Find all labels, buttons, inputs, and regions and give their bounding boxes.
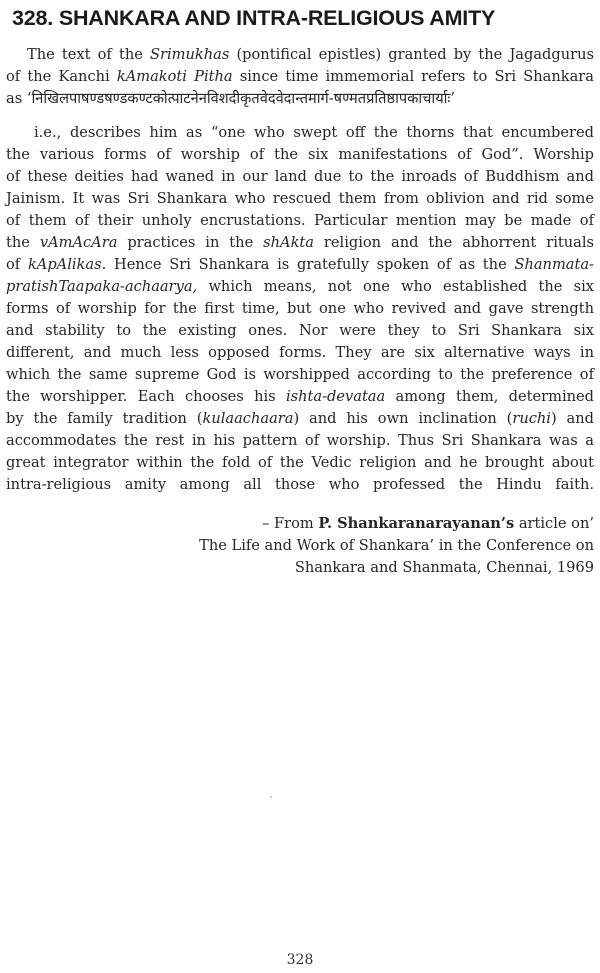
text-line: pratishTaapaka-achaarya, which means, not one who established the six [6,278,594,295]
text-line: the worshipper. Each chooses his ishta-devataa among them, determined [6,388,595,405]
attribution-line: – From P. Shankaranarayanan’s article on’ [262,515,594,532]
text-line: forms of worship for the first time, but one who revived and gave strength [6,300,594,317]
text-line: the vAmAcAra practices in the shAkta religion and the abhorrent rituals [6,234,594,251]
text-line: The text of the Srimukhas (pontifical epistles) granted by the Jagadgurus [27,46,594,63]
text-line: of them of their unholy encrustations. Particular mention may be made of [6,212,594,229]
text-line: i.e., describes him as “one who swept off the thorns that encumbered [34,124,594,141]
text-line: great integrator within the fold of the Vedic religion and he brought about [6,454,594,471]
sanskrit-quote: as ‘निखिलपाषण्डषण्डकण्टकोत्पाटनेनविशदीकृतवेदवेदान्तमार्ग-षण्मतप्रतिष्ठापकाचार्याः’ [6,90,456,107]
text-line: the various forms of worship of the six manifestations of God”. Worship [6,146,594,163]
text-line: by the family tradition (kulaachaara) and his own inclination (ruchi) and [6,410,594,427]
text-line: of these deities had waned in our land due to the inroads of Buddhism and [6,168,594,185]
attribution-line: Shankara and Shanmata, Chennai, 1969 [294,559,594,576]
text-line: of kApAlikas. Hence Sri Shankara is gratefully spoken of as the Shanmata- [6,256,594,273]
chapter-heading: 328. SHANKARA AND INTRA-RELIGIOUS AMITY [12,6,496,30]
text-line: different, and much less opposed forms. They are six alternative ways in [6,344,594,361]
text-line: of the Kanchi kAmakoti Pitha since time immemorial refers to Sri Shankara [6,68,594,85]
page-number: 328 [286,952,314,968]
paragraph-body [6,122,594,496]
text-line: Jainism. It was Sri Shankara who rescued them from oblivion and rid some [6,190,594,207]
text-line: accommodates the rest in his pattern of worship. Thus Sri Shankara was a [6,432,594,449]
text-line: which the same supreme God is worshipped according to the preference of [6,366,594,383]
paragraph-intro [6,44,594,110]
attribution [199,513,594,579]
scan-speck [270,796,272,798]
text-line: intra-religious amity among all those who professed the Hindu faith. [6,476,594,493]
attribution-line: The Life and Work of Shankara’ in the Conference on [199,537,594,554]
text-line: and stability to the existing ones. Nor were they to Sri Shankara six [6,322,594,339]
